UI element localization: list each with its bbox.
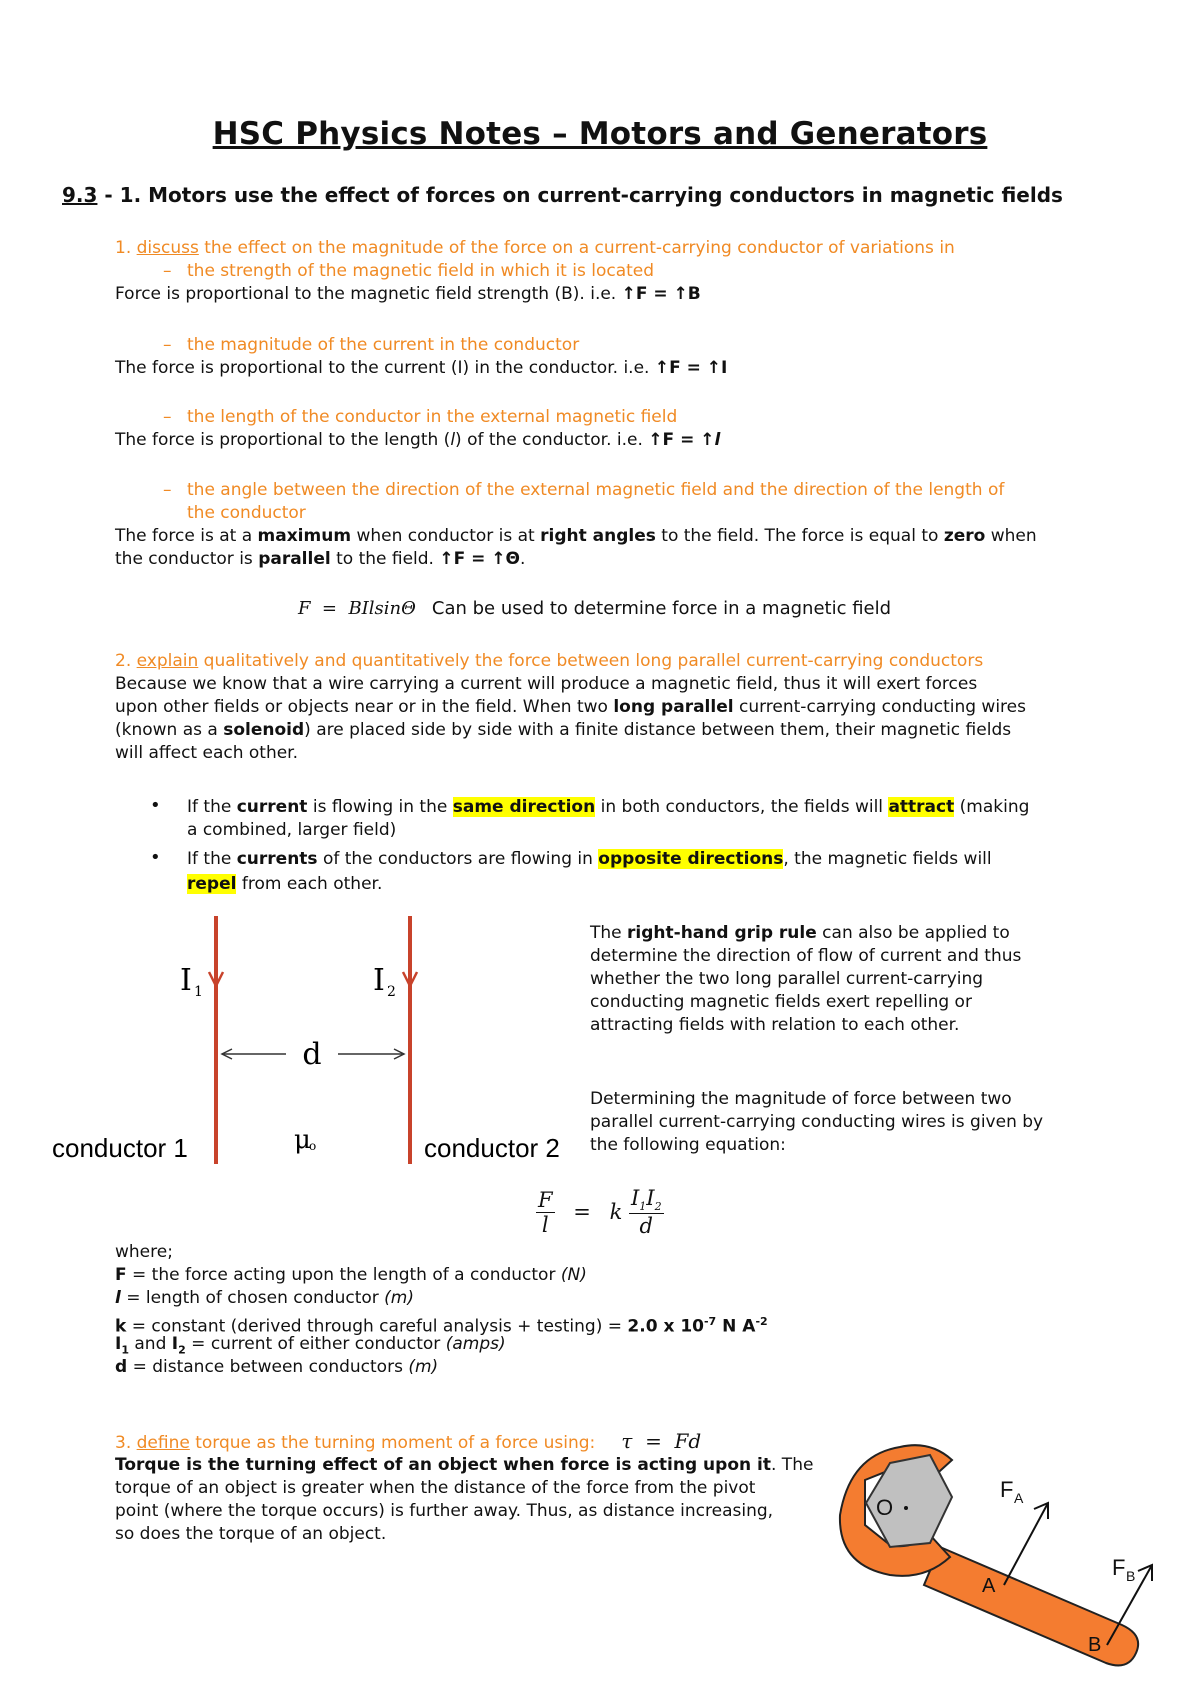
bullet-point: • [150,795,161,816]
grip-rule-line2: determine the direction of flow of current and thus [590,946,1022,966]
torque-line1 [115,1454,813,1477]
item1-answer2 [115,357,727,380]
bullet-text: If the [187,797,237,817]
section-number: 9.3 [62,183,98,207]
answer4-text: to the field. The force is equal to [655,526,944,546]
section-heading-text: - 1. Motors use the effect of forces on current-carrying conductors in magnetic fields [97,183,1063,207]
answer4-text: when conductor is at [351,526,541,546]
item2-verb: explain [136,651,199,671]
def-symbol: F [115,1265,127,1285]
grip-rule-line1 [590,922,1010,945]
item1-verb: discuss [136,238,199,258]
bullet2-line1 [187,848,992,871]
side-text: can also be applied to [816,923,1010,943]
torque-line3: point (where the torque occurs) is further away. Thus, as distance increasing, [115,1501,774,1521]
def-d [115,1356,438,1379]
grip-rule-line5: attracting fields with relation to each other. [590,1015,960,1035]
item3-heading-text: torque as the turning moment of a force using: [189,1433,596,1453]
dash-marker: – [163,335,172,355]
magnitude-line3: the following equation: [590,1135,786,1155]
magnitude-line1: Determining the magnitude of force between two [590,1089,1012,1109]
dash-marker: – [163,407,172,427]
label-fb: F [1112,1555,1126,1580]
highlight-same-direction: same direction [452,797,596,817]
item1-sub2-text: the magnitude of the current in the conductor [187,335,580,355]
highlight-opposite-directions: opposite directions [598,849,784,869]
def-text: and [128,1334,172,1354]
def-text: = length of chosen conductor [120,1288,385,1308]
force-formula: F = BIlsinΘ [298,598,416,619]
def-symbol: I [115,1334,122,1354]
item2-heading [115,650,983,673]
item1-sub3-text: the length of the conductor in the external magnetic field [187,407,678,427]
bullet-bold: currents [236,849,318,869]
answer3-length-symbol: l [450,430,456,450]
answer4-bold: zero [943,526,986,546]
force-a-arrow [1004,1503,1048,1585]
parallel-force-equation [536,1186,664,1238]
def-exponent: -7 [703,1315,717,1328]
answer2-text: The force is proportional to the current (I) in the conductor. i.e. [115,358,655,378]
fraction-f-over-l [536,1188,555,1237]
def-symbol: k [115,1316,127,1337]
def-symbol: d [115,1357,128,1377]
def-unit: (m) [408,1357,439,1377]
bullet-text: from each other. [236,874,383,894]
item1-heading-text: the effect on the magnitude of the force on a current-carrying conductor of variations in [198,238,955,258]
para-bold: solenoid [223,720,305,740]
fraction-i1i2-over-d [629,1186,664,1238]
highlight-attract: attract [888,797,955,817]
answer4-text: The force is at a [115,526,258,546]
item2-number: 2. [115,651,137,671]
item1-answer3 [115,429,720,452]
label-point-b: B [1088,1634,1102,1656]
def-unit: (N) [560,1265,587,1285]
side-text: The [590,923,628,943]
item2-para-line4: will affect each other. [115,743,299,763]
force-formula-line [298,597,891,620]
eq-numerator-f: F [538,1187,553,1212]
torque-definition: Torque is the turning effect of an object when force is acting upon it [115,1455,771,1475]
item2-para-line1: Because we know that a wire carrying a current will produce a magnetic field, thus it will exert forces [115,674,978,694]
bullet-text: (making [954,797,1030,817]
item1-answer4-line2 [115,548,525,571]
para-text: upon other fields or objects near or in the field. When two [115,697,614,717]
answer3-relation: ↑F = ↑ [648,430,715,450]
def-unit: (m) [384,1288,414,1308]
eq-i1-sub: 1 [639,1200,647,1214]
def-symbol: l [115,1288,121,1308]
label-point-a: A [982,1575,996,1597]
def-l [115,1287,414,1310]
answer4-text: when [985,526,1037,546]
item1-sub2 [115,334,579,357]
eq-equals: = [573,1200,591,1225]
highlight-repel: repel [187,874,237,894]
pivot-label-o: O [876,1495,894,1520]
item1-sub4-line1: the angle between the direction of the external magnetic field and the direction of the length of [187,480,1005,500]
bullet2-line2 [187,873,382,896]
item2-para-line3 [115,719,1011,742]
label-i2-sub: 2 [387,984,396,1000]
eq-denominator-d: d [639,1214,653,1239]
eq-i2-sub: 2 [654,1200,662,1214]
item2-para-line2 [115,696,1026,719]
def-unit: (amps) [445,1334,506,1354]
grip-rule-line3: whether the two long parallel current-carrying [590,969,984,989]
torque-text: . The [771,1455,814,1475]
def-unit: N A [716,1316,756,1337]
label-fb-sub: B [1126,1568,1136,1584]
para-text: (known as a [115,720,224,740]
answer1-text: Force is proportional to the magnetic field strength (B). i.e. [115,284,622,304]
item1-sub4 [115,479,1004,502]
answer2-relation: ↑F = ↑I [654,358,728,378]
item3-number: 3. [115,1433,137,1453]
item1-sub3 [115,406,677,429]
def-sub: 2 [178,1343,186,1357]
item3-heading [115,1430,701,1455]
eq-i2: I [646,1186,655,1210]
answer4-text: to the field. [330,549,440,569]
bullet-bold: current [236,797,308,817]
grip-rule-line4: conducting magnetic fields exert repelling or [590,992,972,1012]
def-text: = distance between conductors [127,1357,409,1377]
def-unit-exponent: -2 [755,1315,768,1328]
wrench-torque-diagram [830,1425,1170,1680]
answer3-relation-l: l [714,430,721,450]
def-text: = current of either conductor [185,1334,446,1354]
right-hand-grip-rule: right-hand grip rule [627,923,817,943]
answer1-relation: ↑F = ↑B [621,284,701,304]
dash-marker: – [163,480,172,500]
item2-heading-text: qualitatively and quantitatively the force between long parallel current-carrying conductors [198,651,984,671]
page-title: HSC Physics Notes – Motors and Generators [212,116,988,152]
label-fa: F [1000,1477,1014,1502]
eq-i1: I [630,1186,640,1210]
section-heading [62,183,1063,207]
where-label: where; [115,1242,173,1262]
dash-marker: – [163,261,172,281]
label-i1: I [180,963,192,998]
bullet1-line2: a combined, larger field) [187,820,397,840]
def-f [115,1264,587,1287]
item1-sub1 [115,260,654,283]
bullet-text: If the [187,849,237,869]
def-symbol: I [171,1334,179,1354]
torque-line2: torque of an object is greater when the distance of the force from the pivot [115,1478,756,1498]
bullet1-line1 [187,796,1029,819]
item1-sub1-text: the strength of the magnetic field in which it is located [187,261,655,281]
answer4-bold: parallel [258,549,331,569]
pivot-point [904,1506,908,1510]
answer4-text: . [520,549,526,569]
torque-formula: τ = Fd [621,1429,702,1453]
answer4-relation: ↑F = ↑Θ [439,549,521,569]
answer4-bold: right angles [540,526,656,546]
para-text: current-carrying conducting wires [733,697,1026,717]
def-text: = constant (derived through careful analysis + testing) = [126,1316,628,1337]
answer4-text: the conductor is [115,549,259,569]
wrench-handle [924,1547,1138,1665]
eq-constant-k: k [609,1200,623,1225]
item1-answer1 [115,283,701,306]
para-text: ) are placed side by side with a finite distance between them, their magnetic fields [304,720,1012,740]
label-i2: I [373,963,385,998]
bullet-text: is flowing in the [307,797,453,817]
label-conductor-1: conductor 1 [52,1133,188,1163]
label-i1-sub: 1 [194,984,203,1000]
def-value: 2.0 x 10 [627,1316,704,1337]
bullet-text: in both conductors, the fields will [595,797,889,817]
answer4-bold: maximum [257,526,352,546]
parallel-conductors-diagram [50,912,590,1172]
item1-sub4-line2: the conductor [187,503,306,523]
item1-heading [115,237,955,260]
answer3-text-b: ) of the conductor. i.e. [455,430,649,450]
label-mu-sub: o [309,1139,317,1153]
torque-line4: so does the torque of an object. [115,1524,387,1544]
def-text: = the force acting upon the length of a conductor [126,1265,561,1285]
label-fa-sub: A [1014,1490,1024,1506]
item3-verb: define [136,1433,190,1453]
force-formula-note: Can be used to determine force in a magnetic field [431,598,892,619]
item1-answer4-line1 [115,525,1037,548]
magnitude-line2: parallel current-carrying conducting wires is given by [590,1112,1044,1132]
label-distance: d [302,1037,322,1072]
answer3-text-a: The force is proportional to the length ( [115,430,451,450]
bullet-text: , the magnetic fields will [783,849,992,869]
para-bold: long parallel [613,697,734,717]
bullet-text: of the conductors are flowing in [317,849,599,869]
def-sub: 1 [121,1343,129,1357]
item1-number: 1. [115,238,137,258]
eq-denominator-l: l [541,1212,549,1237]
label-conductor-2: conductor 2 [424,1133,560,1163]
bullet-point: • [150,847,161,868]
label-mu: μ [294,1125,311,1155]
